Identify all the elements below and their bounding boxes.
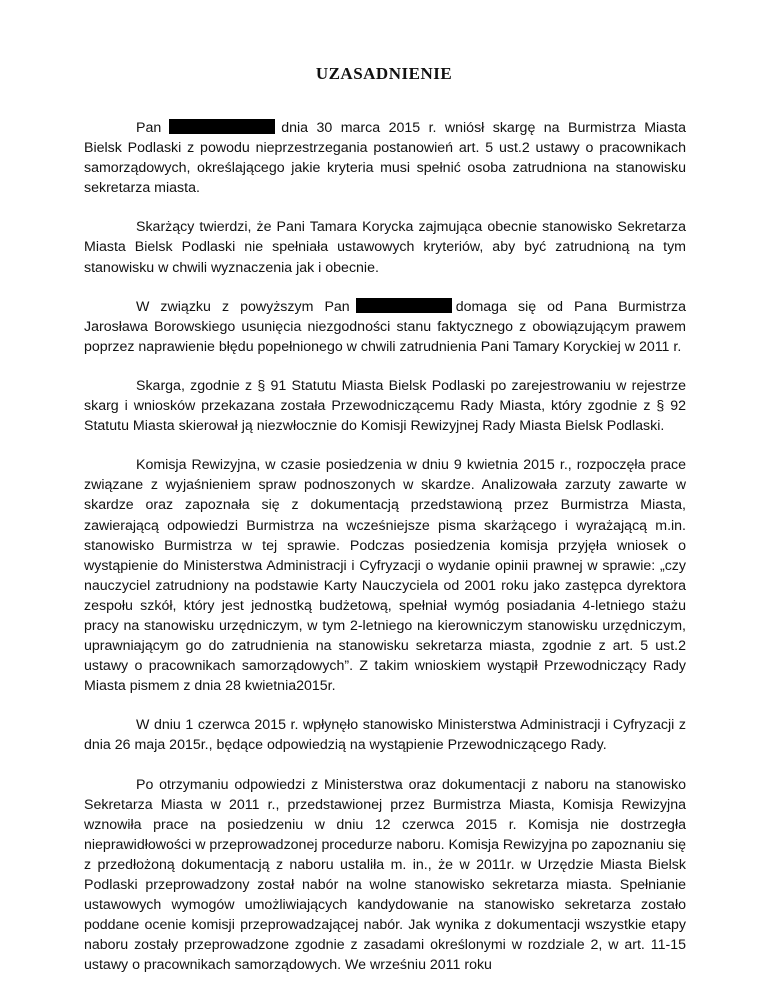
paragraph-findings: Po otrzymaniu odpowiedzi z Ministerstwa oraz dokumentacji z naboru na stanowisko Sekretarza Miasta w 2011 r., przedstawionej przez Burmistrza Miasta, Komisja Rewizyjna wznowiła prace na posiedzeniu w dniu 12 czerwca 2015 r. Komisja nie dostrzegła nieprawidłowości w przeprowadzonej procedurze naboru. Komisja Rewizyjna po zapoznaniu się z przedłożoną dokumentacją z naboru ustaliła m. in., że w 2011r. w Urzędzie Miasta Bielsk Podlaski przeprowadzony został nabór na wolne stanowisko sekretarza miasta. Spełnianie ustawowych wymogów umożliwiających kandydowanie na stanowisko sekretarza zostało poddane ocenie komisji przeprowadzającej nabór. Jak wynika z dokumentacji wszystkie etapy naboru zostały przeprowadzone zgodnie z zasadami określonymi w rozdziale 2, w art. 11-15 ustawy o pracownikach samorządowych. We wrześniu 2011 roku — [84, 776, 686, 974]
paragraph-text: W związku z powyższym Pan — [136, 298, 350, 315]
paragraph-text: Pan — [136, 120, 162, 136]
paragraph-statute: Skarga, zgodnie z § 91 Statutu Miasta Bielsk Podlaski po zarejestrowaniu w rejestrze skarg i wniosków przekazana została Przewodniczącemu Rady Miasta, który zgodnie z § 92 Statutu Miasta skierował ją niezwłocznie do Komisji Rewizyjnej Rady Miasta Bielsk Podlaski. — [84, 377, 686, 435]
redacted-name — [356, 298, 452, 313]
paragraph-complaint — [84, 118, 686, 198]
paragraph-text: dnia 30 marca 2015 r. wniósł skargę na Burmistrza Miasta Bielsk Podlaski z powodu nieprzestrzegania postanowień art. 5 ust.2 ustawy o pracownikach samorządowych, określającego jakie kryteria musi spełnić osoba zatrudniona na stanowisku sekretarza miasta. — [84, 120, 686, 197]
paragraph-ministry-response: W dniu 1 czerwca 2015 r. wpłynęło stanowisko Ministerstwa Administracji i Cyfryzacji z dnia 26 maja 2015r., będące odpowiedzią na wystąpienie Przewodniczącego Rady. — [84, 717, 686, 754]
paragraph-text: domaga się od Pana Burmistrza Jarosława Borowskiego usunięcia niezgodności stanu faktycznego z obowiązującym prawem poprzez naprawienie błędu popełnionego w chwili zatrudnienia Pani Tamary Koryckiej w 2011 r. — [84, 298, 686, 355]
redacted-name — [169, 119, 275, 134]
paragraph-commission-meeting: Komisja Rewizyjna, w czasie posiedzenia w dniu 9 kwietnia 2015 r., rozpoczęła prace związane z wyjaśnieniem spraw podnoszonych w skardze. Analizowała zarzuty zawarte w skardze oraz zapoznała się z dokumentacją przedstawioną przez Burmistrza Miasta, zawierającą odpowiedzi Burmistrza na wcześniejsze pisma skarżącego i wyrażającą m.in. stanowisko Burmistrza w tej sprawie. Podczas posiedzenia komisja przyjęła wniosek o wystąpienie do Ministerstwa Administracji i Cyfryzacji o wydanie opinii prawnej w sprawie: „czy nauczyciel zatrudniony na podstawie Karty Nauczyciela od 2001 roku jako zastępca dyrektora zespołu szkół, który jest jednostką budżetową, spełniał wymóg posiadania 4-letniego stażu pracy na stanowisku urzędniczym, w tym 2-letniego na kierowniczym stanowisku urzędniczym, uprawniającym go do zatrudnienia na stanowisku sekretarza miasta, zgodnie z art. 5 ust.2 ustawy o pracownikach samorządowych”. Z takim wnioskiem wystąpił Przewodniczący Rady Miasta pismem z dnia 28 kwietnia2015r. — [84, 457, 686, 695]
paragraph-demand — [84, 297, 686, 357]
document-title: UZASADNIENIE — [315, 64, 453, 83]
paragraph-claim: Skarżący twierdzi, że Pani Tamara Korycka zajmująca obecnie stanowisko Sekretarza Miasta Bielsk Podlaski nie spełniała ustawowych kryteriów, aby być zatrudnioną na tym stanowisku w chwili wyznaczenia jak i obecnie. — [84, 219, 686, 276]
document-body — [84, 118, 686, 975]
